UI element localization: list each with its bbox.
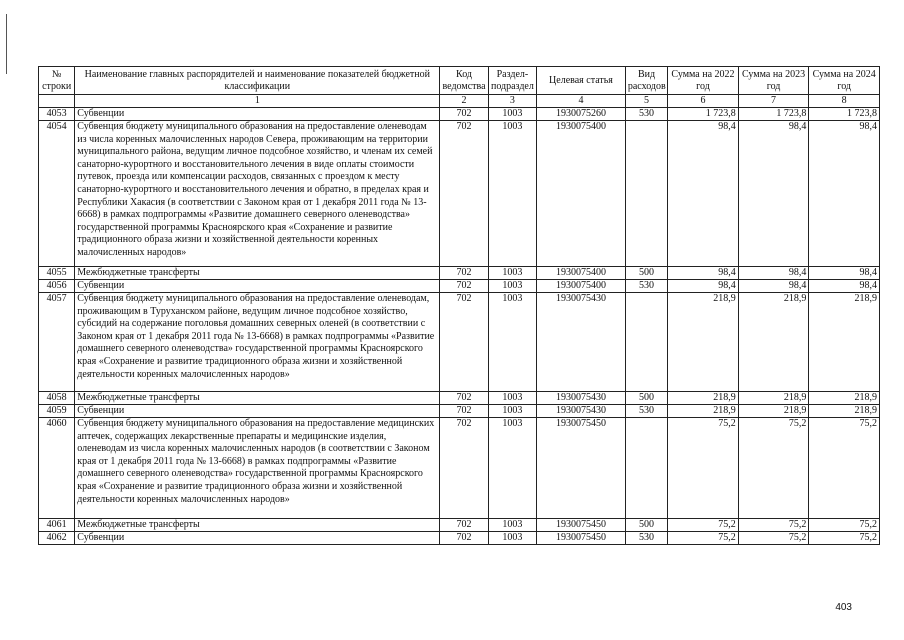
column-number: 8 xyxy=(809,95,880,108)
dept-code: 702 xyxy=(440,418,488,519)
section-code: 1003 xyxy=(488,267,536,280)
section-code: 1003 xyxy=(488,532,536,545)
sum-2024: 218,9 xyxy=(809,405,880,418)
dept-code: 702 xyxy=(440,293,488,392)
table-row xyxy=(39,532,880,545)
target-code: 1930075400 xyxy=(537,267,626,280)
row-name: Субвенция бюджету муниципального образования на предоставление медицинских аптечек, содержащих лекарственные препараты и медицинские изделия, оленеводам из числа коренных малочисленных народов (в соответствии с Законом края от 1 декабря 2011 года № 13-6668) в рамках подпрограммы «Развитие домашнего северного оленеводства» государственной программы Красноярского края «Сохранение и развитие традиционного образа жизни и хозяйственной деятельности коренных малочисленных народов» xyxy=(75,418,440,519)
sum-2022: 218,9 xyxy=(668,392,739,405)
sum-2022: 98,4 xyxy=(668,267,739,280)
header-target: Целевая статья xyxy=(537,67,626,95)
sum-2023: 218,9 xyxy=(738,293,809,392)
sum-2023: 1 723,8 xyxy=(738,108,809,121)
sum-2024: 98,4 xyxy=(809,121,880,267)
row-number: 4055 xyxy=(39,267,75,280)
sum-2024: 218,9 xyxy=(809,293,880,392)
row-name: Межбюджетные трансферты xyxy=(75,267,440,280)
section-code: 1003 xyxy=(488,121,536,267)
dept-code: 702 xyxy=(440,532,488,545)
row-name: Субвенции xyxy=(75,108,440,121)
sum-2022: 98,4 xyxy=(668,280,739,293)
target-code: 1930075430 xyxy=(537,392,626,405)
expense-type: 500 xyxy=(625,392,667,405)
row-name: Субвенции xyxy=(75,280,440,293)
table-row xyxy=(39,121,880,267)
row-number: 4053 xyxy=(39,108,75,121)
target-code: 1930075400 xyxy=(537,280,626,293)
table-row xyxy=(39,405,880,418)
header-row xyxy=(39,67,880,95)
target-code: 1930075450 xyxy=(537,418,626,519)
table-row xyxy=(39,280,880,293)
row-number: 4062 xyxy=(39,532,75,545)
section-code: 1003 xyxy=(488,293,536,392)
margin-line xyxy=(6,14,7,74)
row-name: Субвенции xyxy=(75,405,440,418)
sum-2023: 218,9 xyxy=(738,405,809,418)
row-number: 4060 xyxy=(39,418,75,519)
sum-2022: 75,2 xyxy=(668,532,739,545)
dept-code: 702 xyxy=(440,519,488,532)
row-name: Субвенции xyxy=(75,532,440,545)
budget-table xyxy=(38,66,880,545)
expense-type: 530 xyxy=(625,405,667,418)
sum-2023: 75,2 xyxy=(738,519,809,532)
table-row xyxy=(39,108,880,121)
header-sum-2022: Сумма на 2022 год xyxy=(668,67,739,95)
expense-type: 500 xyxy=(625,267,667,280)
column-number xyxy=(39,95,75,108)
section-code: 1003 xyxy=(488,392,536,405)
sum-2023: 98,4 xyxy=(738,267,809,280)
row-name: Межбюджетные трансферты xyxy=(75,519,440,532)
header-expense-type: Вид расходов xyxy=(625,67,667,95)
sum-2023: 218,9 xyxy=(738,392,809,405)
column-number: 3 xyxy=(488,95,536,108)
header-sum-2024: Сумма на 2024 год xyxy=(809,67,880,95)
expense-type: 530 xyxy=(625,280,667,293)
target-code: 1930075430 xyxy=(537,405,626,418)
sum-2024: 98,4 xyxy=(809,267,880,280)
header-sum-2023: Сумма на 2023 год xyxy=(738,67,809,95)
row-number: 4054 xyxy=(39,121,75,267)
row-number: 4057 xyxy=(39,293,75,392)
section-code: 1003 xyxy=(488,405,536,418)
target-code: 1930075450 xyxy=(537,532,626,545)
target-code: 1930075430 xyxy=(537,293,626,392)
sum-2023: 75,2 xyxy=(738,418,809,519)
table-row xyxy=(39,519,880,532)
column-number-row xyxy=(39,95,880,108)
row-number: 4056 xyxy=(39,280,75,293)
sum-2024: 75,2 xyxy=(809,519,880,532)
sum-2022: 75,2 xyxy=(668,418,739,519)
sum-2022: 75,2 xyxy=(668,519,739,532)
row-name: Субвенция бюджету муниципального образования на предоставление оленеводам из числа коренных малочисленных народов Севера, проживающим на территории муниципального района, ведущим личное подсобное хозяйство, и членам их семей санаторно-курортного и восстановительного лечения в виде оплаты стоимости путевок, проезда или компенсации расходов, связанных с проездом к месту санаторно-курортного и восстановительного лечения и обратно, в пределах края и Республики Хакасия (в соответствии с Законом края от 1 декабря 2011 года № 13-6668) в рамках подпрограммы «Развитие домашнего северного оленеводства» государственной программы Красноярского края «Сохранение и развитие традиционного образа жизни и хозяйственной деятельности коренных малочисленных народов» xyxy=(75,121,440,267)
dept-code: 702 xyxy=(440,108,488,121)
expense-type: 530 xyxy=(625,108,667,121)
row-number: 4061 xyxy=(39,519,75,532)
sum-2024: 218,9 xyxy=(809,392,880,405)
sum-2024: 75,2 xyxy=(809,532,880,545)
sum-2022: 218,9 xyxy=(668,293,739,392)
sum-2023: 98,4 xyxy=(738,121,809,267)
dept-code: 702 xyxy=(440,267,488,280)
row-number: 4058 xyxy=(39,392,75,405)
column-number: 6 xyxy=(668,95,739,108)
sum-2023: 75,2 xyxy=(738,532,809,545)
dept-code: 702 xyxy=(440,405,488,418)
dept-code: 702 xyxy=(440,280,488,293)
header-section: Раздел-подраздел xyxy=(488,67,536,95)
target-code: 1930075450 xyxy=(537,519,626,532)
table-row xyxy=(39,267,880,280)
sum-2022: 1 723,8 xyxy=(668,108,739,121)
sum-2024: 98,4 xyxy=(809,280,880,293)
sum-2023: 98,4 xyxy=(738,280,809,293)
column-number: 7 xyxy=(738,95,809,108)
column-number: 5 xyxy=(625,95,667,108)
target-code: 1930075400 xyxy=(537,121,626,267)
section-code: 1003 xyxy=(488,519,536,532)
row-name: Субвенция бюджету муниципального образования на предоставление оленеводам, проживающим в Туруханском районе, ведущим личное подсобное хозяйство, субсидий на содержание поголовья домашних северных оленей (в соответствии с Законом края от 1 декабря 2011 года № 13-6668) в рамках подпрограммы «Развитие домашнего северного оленеводства» государственной программы Красноярского края «Сохранение и развитие традиционного образа жизни и хозяйственной деятельности коренных малочисленных народов» xyxy=(75,293,440,392)
column-number: 2 xyxy=(440,95,488,108)
dept-code: 702 xyxy=(440,121,488,267)
dept-code: 702 xyxy=(440,392,488,405)
sum-2024: 75,2 xyxy=(809,418,880,519)
row-number: 4059 xyxy=(39,405,75,418)
header-row-no: № строки xyxy=(39,67,75,95)
expense-type xyxy=(625,121,667,267)
table-row xyxy=(39,392,880,405)
column-number: 1 xyxy=(75,95,440,108)
sum-2024: 1 723,8 xyxy=(809,108,880,121)
table-row xyxy=(39,418,880,519)
target-code: 1930075260 xyxy=(537,108,626,121)
section-code: 1003 xyxy=(488,280,536,293)
section-code: 1003 xyxy=(488,108,536,121)
expense-type: 530 xyxy=(625,532,667,545)
row-name: Межбюджетные трансферты xyxy=(75,392,440,405)
sum-2022: 98,4 xyxy=(668,121,739,267)
header-dept-code: Код ведомства xyxy=(440,67,488,95)
header-name: Наименование главных распорядителей и наименование показателей бюджетной классификации xyxy=(75,67,440,95)
expense-type: 500 xyxy=(625,519,667,532)
section-code: 1003 xyxy=(488,418,536,519)
table-row xyxy=(39,293,880,392)
expense-type xyxy=(625,418,667,519)
expense-type xyxy=(625,293,667,392)
sum-2022: 218,9 xyxy=(668,405,739,418)
column-number: 4 xyxy=(537,95,626,108)
page-number: 403 xyxy=(835,602,852,613)
